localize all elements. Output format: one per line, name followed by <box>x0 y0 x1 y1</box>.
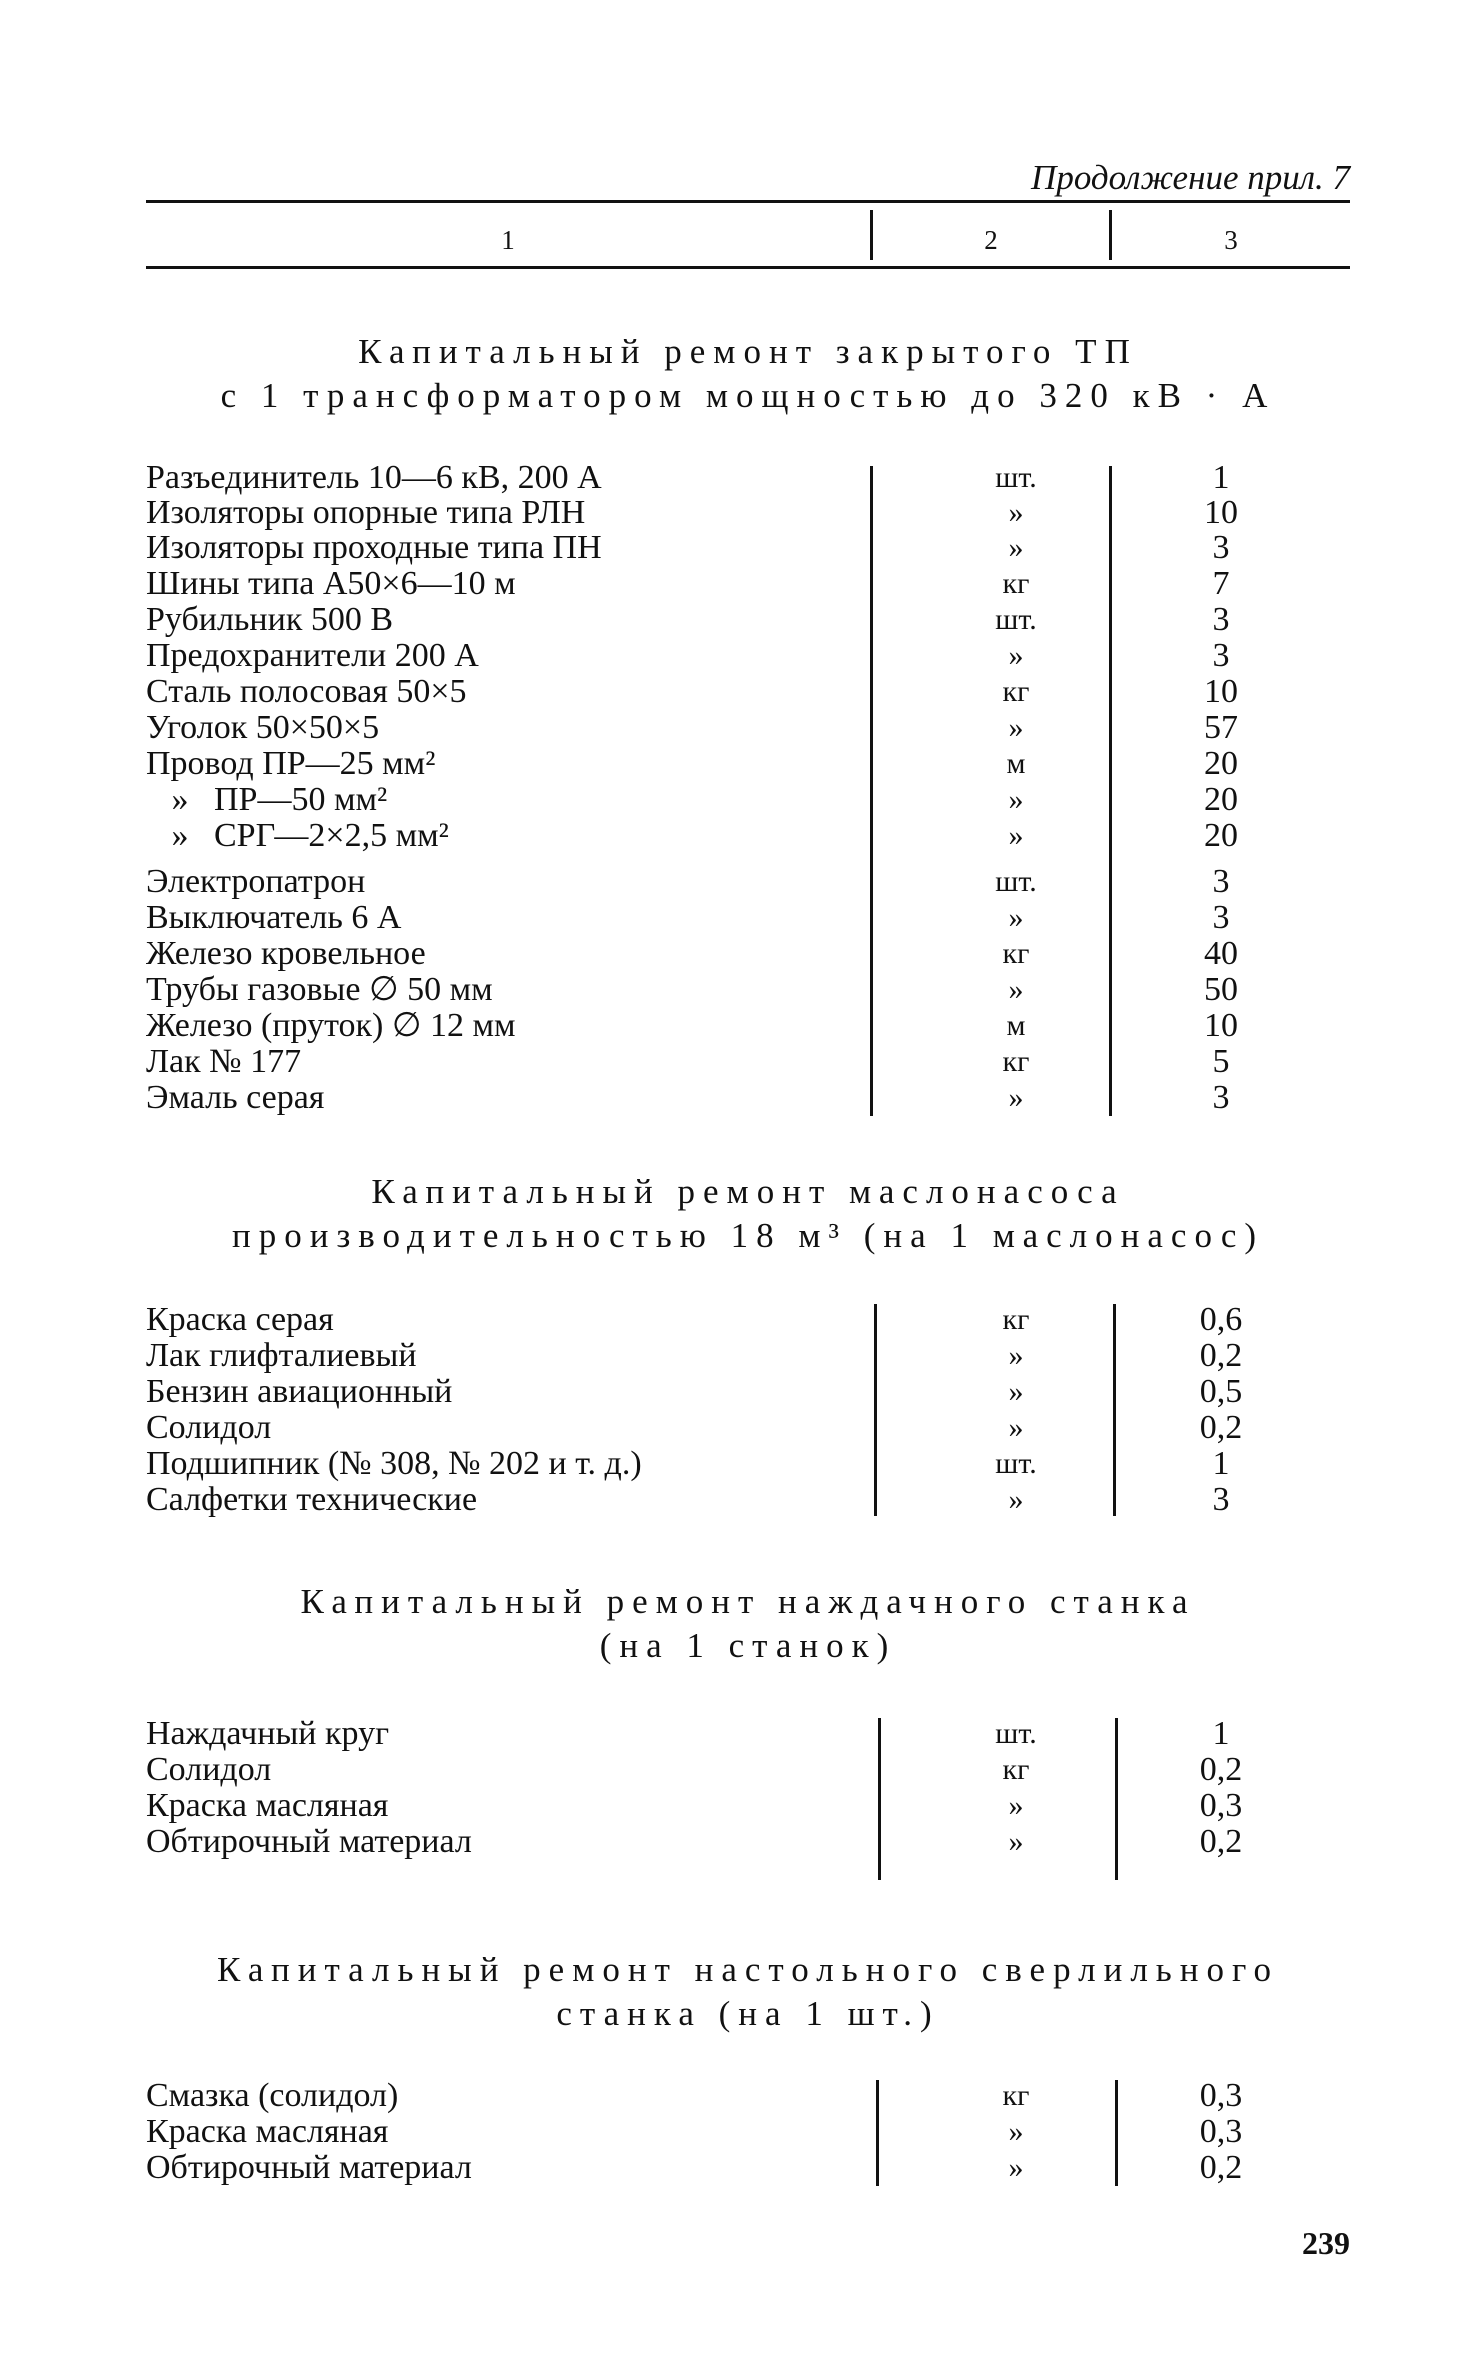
item-quantity: 40 <box>1204 935 1238 972</box>
section-title: Капитальный ремонт наждачного станка (на 1 станок) <box>300 1582 1196 1665</box>
item-unit: кг <box>1002 1303 1030 1336</box>
item-name: Выключатель 6 А <box>146 899 402 936</box>
item-quantity: 3 <box>1212 637 1230 674</box>
item-unit: » <box>1008 2151 1024 2184</box>
item-name: Эмаль серая <box>146 1079 325 1116</box>
table-row <box>146 782 1350 818</box>
item-quantity: 0,3 <box>1199 2113 1243 2150</box>
item-quantity: 3 <box>1212 1079 1230 1116</box>
item-unit: кг <box>1002 1753 1030 1786</box>
table-row <box>146 602 1350 638</box>
section-oil-pump <box>146 1170 1350 1258</box>
item-name: Изоляторы опорные типа РЛН <box>146 494 586 531</box>
item-name: Бензин авиационный <box>146 1373 453 1410</box>
item-name: Краска масляная <box>146 2113 389 2150</box>
item-name: Салфетки технические <box>146 1481 478 1518</box>
table-row <box>146 2078 1350 2114</box>
table-row <box>146 1482 1350 1518</box>
item-unit: кг <box>1002 2079 1030 2112</box>
item-unit: шт. <box>995 1717 1037 1750</box>
table-row <box>146 2114 1350 2150</box>
item-unit: шт. <box>995 865 1037 898</box>
item-unit: » <box>1008 783 1024 816</box>
section-closed-substation <box>146 330 1350 418</box>
item-quantity: 20 <box>1204 745 1238 782</box>
item-name: » СРГ—2×2,5 мм² <box>146 817 449 854</box>
table-row <box>146 566 1350 602</box>
table-row <box>146 972 1350 1008</box>
item-name: Солидол <box>146 1751 272 1788</box>
table-row <box>146 746 1350 782</box>
item-name: Рубильник 500 В <box>146 601 394 638</box>
item-unit: » <box>1008 2115 1024 2148</box>
item-name: Трубы газовые ∅ 50 мм <box>146 971 493 1008</box>
item-quantity: 5 <box>1212 1043 1230 1080</box>
item-unit: м <box>1006 1009 1026 1042</box>
table-row <box>146 460 1350 496</box>
item-quantity: 0,2 <box>1199 2149 1243 2186</box>
item-unit: » <box>1008 1825 1024 1858</box>
item-quantity: 10 <box>1204 1007 1238 1044</box>
table-row <box>146 864 1350 900</box>
header-top-rule <box>146 200 1350 203</box>
item-unit: шт. <box>995 603 1037 636</box>
item-unit: » <box>1008 1339 1024 1372</box>
item-name: Шины типа А50×6—10 м <box>146 565 516 602</box>
header-bottom-rule <box>146 266 1350 269</box>
item-name: Обтирочный материал <box>146 1823 472 1860</box>
table-row <box>146 710 1350 746</box>
item-quantity: 57 <box>1204 709 1238 746</box>
table-row <box>146 1080 1350 1116</box>
table-row <box>146 2150 1350 2186</box>
item-name: Провод ПР—25 мм² <box>146 745 436 782</box>
table-row <box>146 1302 1350 1338</box>
section-title: Капитальный ремонт настольного сверлильного станка (на 1 шт.) <box>217 1950 1279 2033</box>
item-quantity: 10 <box>1204 673 1238 710</box>
item-unit: кг <box>1002 567 1030 600</box>
header-col-3: 3 <box>1224 225 1238 255</box>
item-quantity: 0,2 <box>1199 1337 1243 1374</box>
item-quantity: 0,3 <box>1199 2077 1243 2114</box>
item-unit: кг <box>1002 675 1030 708</box>
continuation-label: Продолжение прил. 7 <box>1031 158 1350 197</box>
table-row <box>146 1716 1350 1752</box>
item-unit: » <box>1008 1483 1024 1516</box>
item-quantity: 3 <box>1212 1481 1230 1518</box>
item-quantity: 10 <box>1204 494 1238 531</box>
item-quantity: 20 <box>1204 781 1238 818</box>
item-unit: » <box>1008 901 1024 934</box>
item-unit: шт. <box>995 461 1037 494</box>
table-row <box>146 1410 1350 1446</box>
item-quantity: 0,2 <box>1199 1409 1243 1446</box>
item-unit: » <box>1008 1375 1024 1408</box>
item-quantity: 3 <box>1212 601 1230 638</box>
item-name: Железо кровельное <box>146 935 426 972</box>
section-drilling-machine <box>146 1948 1350 2036</box>
item-unit: » <box>1008 1411 1024 1444</box>
table-row <box>146 1338 1350 1374</box>
item-name: Сталь полосовая 50×5 <box>146 673 467 710</box>
item-quantity: 3 <box>1212 863 1230 900</box>
item-unit: шт. <box>995 1447 1037 1480</box>
item-quantity: 3 <box>1212 529 1230 566</box>
section-title: Капитальный ремонт закрытого ТП с 1 трансформатором мощностью до 320 кВ · А <box>220 332 1276 415</box>
table-row <box>146 638 1350 674</box>
item-name: Предохранители 200 А <box>146 637 479 674</box>
item-name: Электропатрон <box>146 863 366 900</box>
page-number: 239 <box>1302 2225 1350 2261</box>
item-quantity: 0,3 <box>1199 1787 1243 1824</box>
table-row <box>146 495 1350 531</box>
item-quantity: 7 <box>1212 565 1230 602</box>
item-unit: » <box>1008 1081 1024 1114</box>
table-row <box>146 1044 1350 1080</box>
section-grinding-machine <box>146 1580 1350 1668</box>
table-row <box>146 1752 1350 1788</box>
item-name: Изоляторы проходные типа ПН <box>146 529 602 566</box>
item-name: Краска масляная <box>146 1787 389 1824</box>
table-row <box>146 900 1350 936</box>
section-title: Капитальный ремонт маслонасоса производительностью 18 м³ (на 1 маслонасос) <box>231 1172 1265 1255</box>
header-col-1: 1 <box>501 225 515 255</box>
item-name: Наждачный круг <box>146 1715 390 1752</box>
item-unit: » <box>1008 711 1024 744</box>
item-unit: » <box>1008 973 1024 1006</box>
item-quantity: 1 <box>1212 1715 1230 1752</box>
item-name: Железо (пруток) ∅ 12 мм <box>146 1007 516 1044</box>
item-quantity: 50 <box>1204 971 1238 1008</box>
table-row <box>146 936 1350 972</box>
item-quantity: 0,2 <box>1199 1823 1243 1860</box>
item-name: » ПР—50 мм² <box>146 781 388 818</box>
table-row <box>146 530 1350 566</box>
table-row <box>146 1446 1350 1482</box>
item-quantity: 0,2 <box>1199 1751 1243 1788</box>
table-row <box>146 1824 1350 1860</box>
item-name: Смазка (солидол) <box>146 2077 399 2114</box>
item-name: Уголок 50×50×5 <box>146 709 380 746</box>
item-quantity: 1 <box>1212 459 1230 496</box>
header-col-2: 2 <box>984 225 998 255</box>
item-name: Лак глифталиевый <box>146 1337 417 1374</box>
table-row <box>146 1788 1350 1824</box>
item-unit: » <box>1008 496 1024 529</box>
item-name: Солидол <box>146 1409 272 1446</box>
item-name: Разъединитель 10—6 кВ, 200 А <box>146 459 602 496</box>
item-unit: кг <box>1002 937 1030 970</box>
item-unit: кг <box>1002 1045 1030 1078</box>
table-row <box>146 674 1350 710</box>
item-name: Лак № 177 <box>146 1043 302 1080</box>
table-row <box>146 1008 1350 1044</box>
item-unit: » <box>1008 819 1024 852</box>
item-unit: » <box>1008 531 1024 564</box>
table-row <box>146 1374 1350 1410</box>
item-quantity: 1 <box>1212 1445 1230 1482</box>
item-name: Обтирочный материал <box>146 2149 472 2186</box>
item-quantity: 0,5 <box>1199 1373 1243 1410</box>
item-name: Подшипник (№ 308, № 202 и т. д.) <box>146 1445 642 1482</box>
item-quantity: 20 <box>1204 817 1238 854</box>
item-unit: » <box>1008 639 1024 672</box>
table-row <box>146 818 1350 854</box>
item-quantity: 3 <box>1212 899 1230 936</box>
item-unit: м <box>1006 747 1026 780</box>
item-unit: » <box>1008 1789 1024 1822</box>
item-quantity: 0,6 <box>1199 1301 1243 1338</box>
item-name: Краска серая <box>146 1301 334 1338</box>
